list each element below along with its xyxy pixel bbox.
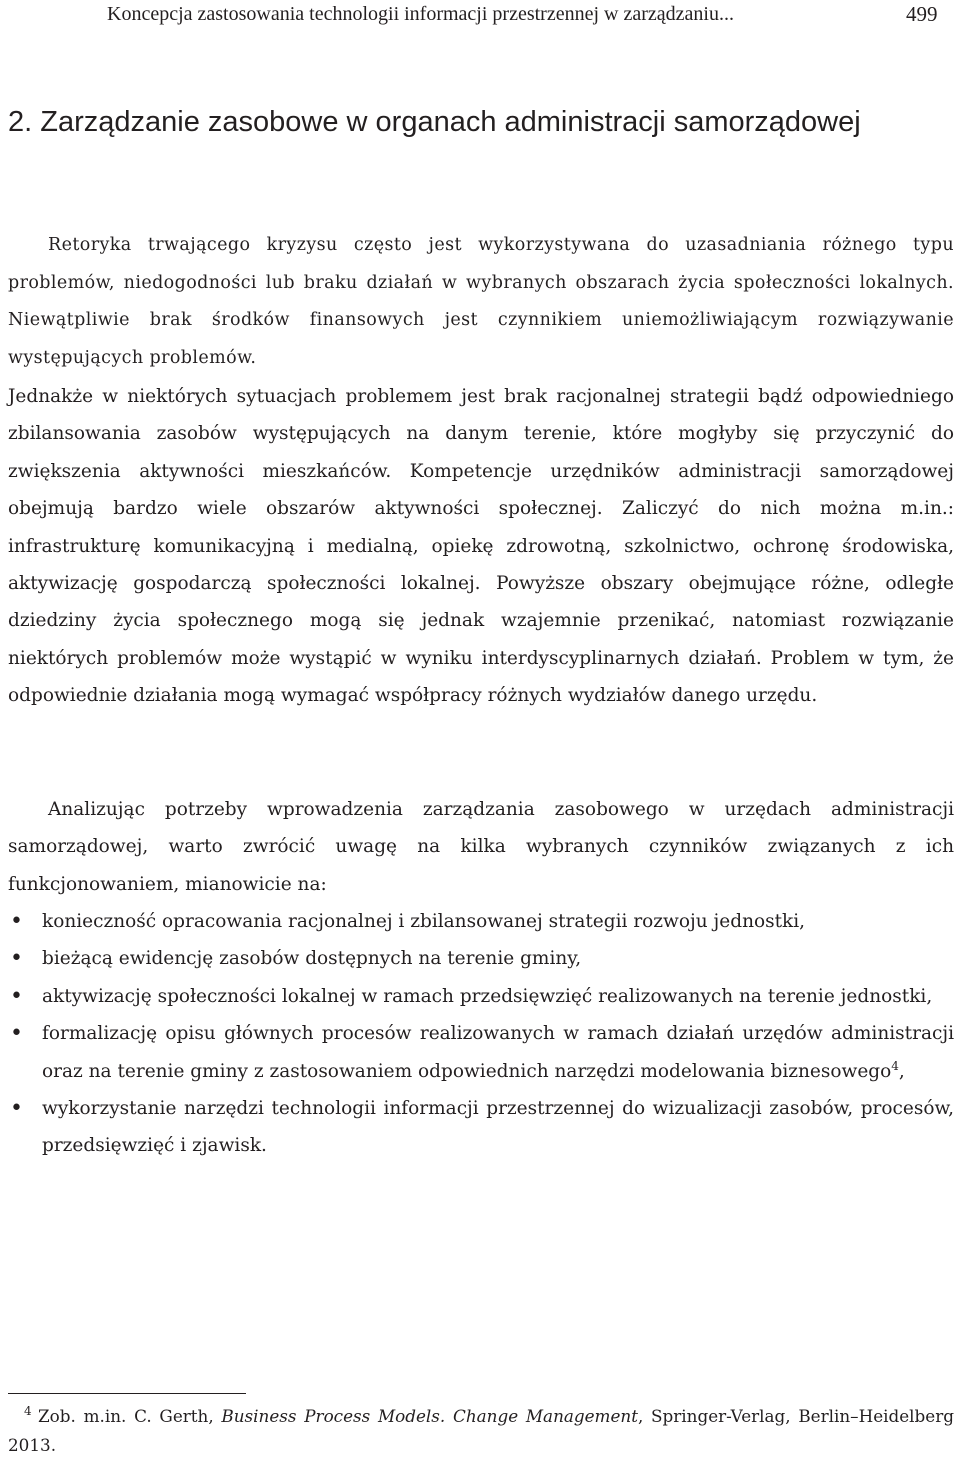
list-item-text: wykorzystanie narzędzi technologii informacji przestrzennej do wizualizacji zasobów, procesów, przedsięwzięć i zjawisk. bbox=[42, 1098, 954, 1157]
body-paragraph-1 bbox=[8, 378, 954, 715]
list-item-text: formalizację opisu głównych procesów realizowanych w ramach działań urzędów administracji oraz na terenie gminy z zastosowaniem odpowiednich narzędzi modelowania biznesowego bbox=[42, 1023, 954, 1082]
list-item-text: aktywizację społeczności lokalnej w ramach przedsięwzięć realizowanych na terenie jednostki, bbox=[42, 985, 933, 1007]
bullet-icon: • bbox=[10, 983, 23, 1009]
body-paragraph-2-text: Analizując potrzeby wprowadzenia zarządzania zasobowego w urzędach administracji samorządowej, warto zwrócić uwagę na kilka wybranych czynników związanych z ich funkcjonowaniem, mianowicie na: bbox=[8, 799, 954, 895]
bullet-icon: • bbox=[10, 946, 23, 972]
bullet-icon: • bbox=[10, 909, 23, 934]
footnote-prefix: Zob. m.in. C. Gerth, bbox=[38, 1406, 222, 1426]
list-item-punctuation: , bbox=[898, 1060, 905, 1082]
list-item bbox=[8, 903, 954, 940]
footnote: 4 Zob. m.in. C. Gerth, Business Process Models. Change Management, Springer-Verlag, Berlin–Heidelberg 2013. bbox=[8, 1404, 954, 1455]
list-item bbox=[8, 940, 954, 977]
page-number: 499 bbox=[906, 2, 938, 26]
list-item bbox=[8, 1015, 954, 1090]
footnote-separator bbox=[8, 1393, 246, 1394]
footnote-reference[interactable]: 4 bbox=[891, 1058, 899, 1073]
list-item-text: konieczność opracowania racjonalnej i zbilansowanej strategii rozwoju jednostki, bbox=[42, 911, 806, 932]
section-heading: 2. Zarządzanie zasobowe w organach administracji samorządowej bbox=[8, 106, 861, 138]
list-item bbox=[8, 978, 954, 1015]
footnote-suffix: , Springer-Verlag, Berlin–Heidelberg 2013. bbox=[8, 1406, 954, 1455]
footnote-title: Business Process Models. Change Management bbox=[221, 1406, 638, 1426]
lead-paragraph bbox=[8, 227, 954, 377]
list-item-text: bieżącą ewidencję zasobów dostępnych na terenie gminy, bbox=[42, 948, 582, 970]
body-paragraph-1-text: Jednakże w niektórych sytuacjach problemem jest brak racjonalnej strategii bądź odpowiedniego zbilansowania zasobów występujących na danym terenie, które mogłyby się przyczynić do zwiększenia aktywności mieszkańców. Kompetencje urzędników administracji samorządowej obejmują bardzo wiele obszarów aktywności społecznej. Zaliczyć do nich można m.in.: infrastrukturę komunikacyjną i medialną, opiekę zdrowotną, szkolnictwo, ochronę środowiska, aktywizację gospodarczą społeczności lokalnej. Powyższe obszary obejmujące różne, odległe dziedziny życia społecznego mogą się jednak wzajemnie przenikać, natomiast rozwiązanie niektórych problemów może wystąpić w wyniku interdyscyplinarnych działań. Problem w tym, że odpowiednie działania mogą wymagać współpracy różnych wydziałów danego urzędu. bbox=[8, 386, 954, 707]
lead-paragraph-text: Retoryka trwającego kryzysu często jest wykorzystywana do uzasadniania różnego typu problemów, niedogodności lub braku działań w wybranych obszarach życia społeczności lokalnych. Niewątpliwie brak środków finansowych jest czynnikiem uniemożliwiającym rozwiązywanie występujących problemów. bbox=[8, 235, 954, 368]
list-item bbox=[8, 1090, 954, 1165]
body-paragraph-2 bbox=[8, 791, 954, 903]
bullet-icon: • bbox=[10, 1096, 23, 1122]
bullet-list bbox=[8, 903, 954, 1165]
running-head bbox=[0, 0, 960, 28]
bullet-icon: • bbox=[10, 1021, 23, 1047]
running-head-title: Koncepcja zastosowania technologii informacji przestrzennej w zarządzaniu... bbox=[107, 3, 734, 25]
